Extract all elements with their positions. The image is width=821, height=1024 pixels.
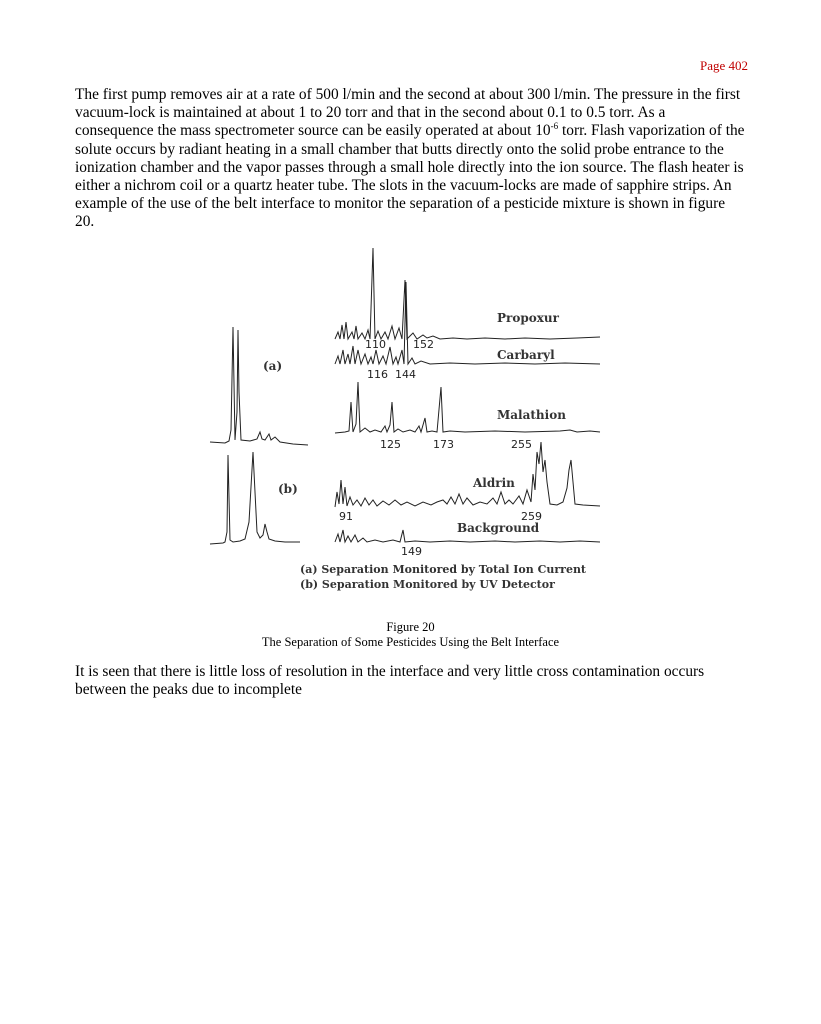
- legend-b: (b) Separation Monitored by UV Detector: [300, 578, 555, 591]
- peak-label-255: 255: [511, 438, 532, 451]
- figure-caption-title: Figure 20: [386, 620, 435, 634]
- chromatogram-b-trace: [210, 452, 300, 544]
- peak-label-110: 110: [365, 338, 386, 351]
- trace-label-background: Background: [457, 521, 540, 535]
- peak-label-152: 152: [413, 338, 434, 351]
- peak-label-116: 116: [367, 368, 388, 381]
- trace-label-aldrin: Aldrin: [473, 476, 515, 490]
- peak-label-125: 125: [380, 438, 401, 451]
- figure-chromatograms: [205, 242, 615, 598]
- figure-caption-text: The Separation of Some Pesticides Using the Belt Interface: [261, 635, 560, 649]
- figure-caption: [0, 620, 821, 650]
- aldrin-trace: [335, 442, 600, 507]
- trace-label-malathion: Malathion: [497, 408, 566, 422]
- peak-label-144: 144: [395, 368, 416, 381]
- trace-label-carbaryl: Carbaryl: [497, 348, 555, 362]
- exponent: -6: [550, 121, 559, 132]
- paragraph-resolution: It is seen that there is little loss of resolution in the interface and very little cross contamination occurs between the peaks due to incomplete: [75, 663, 705, 699]
- trace-label-propoxur: Propoxur: [497, 311, 559, 325]
- figure-20: [205, 242, 615, 598]
- peak-label-91: 91: [339, 510, 353, 523]
- propoxur-trace: [335, 248, 600, 339]
- label-a: (a): [263, 359, 283, 373]
- peak-label-173: 173: [433, 438, 454, 451]
- legend-a: (a) Separation Monitored by Total Ion Current: [300, 563, 587, 576]
- peak-label-149: 149: [401, 545, 422, 558]
- paragraph-belt-interface: [75, 86, 747, 232]
- peak-label-259: 259: [521, 510, 542, 523]
- paragraph-text-part2: torr. Flash vaporization of the solute occurs by radiant heating in a small chamber that butts directly onto the solid probe entrance to the ionization chamber and the vapor passes through a small hole directly into the ion source. The flash heater is either a nichrom coil or a quartz heater tube. The slots in the vacuum-locks are made of sapphire strips. An example of the use of the belt interface to monitor the separation of a pesticide mixture is shown in figure 20.: [75, 122, 745, 231]
- paragraph-text-part1: The first pump removes air at a rate of 500 l/min and the second at about 300 l/min. The pressure in the first vacuum-lock is maintained at about 1 to 20 torr and that in the second about 0.1 to 0.5 torr. As a consequence the mass spectrometer source can be easily operated at about 10: [75, 86, 741, 140]
- chromatogram-a-trace: [210, 327, 308, 445]
- label-b: (b): [278, 482, 298, 496]
- page-number: Page 402: [699, 58, 748, 73]
